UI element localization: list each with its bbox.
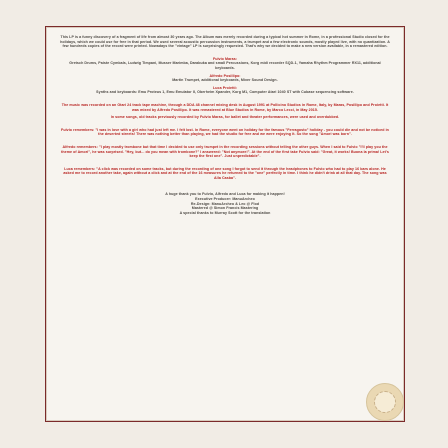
luca-instruments: Synths and keyboards: Emu Proteus 1, Emu Emulator II, Oberheim Xpander, Korg M1, Computer Atari 1040 ST with Cubase sequencing software. [96,90,354,95]
credit-line: Executive Producer: ManuArcheo [195,197,255,202]
fulvio-label: Fulvio Maras: [212,56,238,61]
liner-notes-content [60,35,390,221]
alfredo-label: Alfredo Posillipo: [209,73,241,78]
seal-stamp-ring [374,391,396,413]
alfredo-remembers: Alfredo remembers: "I play mostly trombone but that time I decided to use only trumpet in the recording sessions without telling the other guys. When I said to Fulvio "I'll play you the theme of Amori", he was surprised. "Hey, but... do you mean with trombone?" I answered: "Not anymore!". At the end of the first take Fulvio said: "Great, it works! Buona la prima! Let's keep the first one". Just unpredictable". [61,144,389,159]
seal-stamp [366,383,404,421]
closing-credits [60,192,390,215]
fulvio-credit [60,57,390,71]
luca-label: Luca Proietti: [213,85,237,90]
luca-credit [60,86,390,95]
credit-line: A special thanks to Murray Scott for the translation [179,210,271,215]
intro-paragraph: This LP is a funny discovery of a fragment of life from almost 30 years ago. The Album was merely recorded during a typical hot summer in Rome, in a professional Studio closed for the holidays, which we could use for free in that period. We used several acoustic percussion instruments, a trumpet and a few electronic sounds, mostly played live, with no quantization. A few hundreds copies of the record were printed. Nowadays the "vintage" LP is surprisingly requested. That's why we decided to make a new version available, in a remastered edition. [60,35,390,49]
fulvio-instruments: Gretsch Drums, Paiste Cymbals, Ludwig Timpani, Musser Marimba, Darabuka and small Percussions, Korg midi recorder SQD-1, Yamaha Rhythm Programmer RX11, additional keyboards. [69,61,381,70]
fulvio-remembers: Fulvio remembers: "I was in love with a girl who had just left me. I felt lost. In Rome, everyone went on holiday for the famous "Ferragosto" holiday - you could die and not be noticed in the deserted streets! There was nothing better than playing, we had the studio for free and we were enjoying it. So the song "Amori was born". [61,127,389,137]
luca-remembers: Luca remembers: "A click was recorded on some tracks, but during the recording of one song I forgot to send it through the headphones to Fulvio who had to play 16 bars alone. He asked me to record another take, again without a click and at the end of the 16 measures he returned to the "one" perfectly in time. I think he didn't drink at all that day. The song was Alla Casba". [63,166,387,180]
liner-notes-sheet [45,26,405,422]
credit-line: Mastered @ Simon Francis Mastering [191,206,259,211]
alfredo-credit [60,74,390,83]
thanks-line: A huge thank you to Fulvio, Alfredo and Luca for making it happen! [165,192,285,197]
recording-info: The music was recorded on an Otari 24 track tape machine, through a DDA 48 channel mixing desk in August 1991 at Pollicino Studios in Rome, Italy, by Maras, Posillipo and Proietti. It was mixed by Alfredo Posillipo. It was remastered at Blue Studios in Rome, by Marco Lecci, in May 2015. [61,102,389,112]
credit-line: Re-Design: ManuArcheo & Leo @ Flod [190,201,260,206]
alfredo-instruments: Martin Trumpet, additional keyboards, Mixer Sound Design. [172,78,278,83]
songs-note: In some songs, old tracks previously recorded by Fulvio Maras, for ballet and theater performances, were used and overdubbed. [110,115,340,120]
